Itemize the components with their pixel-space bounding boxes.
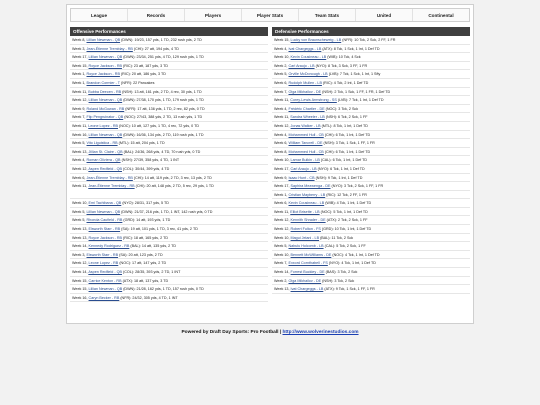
player-link[interactable]: Frédéric Chartier - DE (288, 106, 325, 111)
week-label: Week 11, (72, 89, 88, 94)
performance-row (70, 294, 268, 303)
stat-line: (CHI): 27 att, 194 yds, 4 TD (133, 46, 179, 51)
stat-line: (BAL): 14 att, 135 yds, 2 TD (130, 244, 177, 249)
stat-line: (NYO): 6 Tck, 1 Int, 1 Def TD (317, 166, 365, 171)
performance-row (272, 113, 470, 122)
player-link[interactable]: Emi Tachibana - QB (88, 201, 122, 206)
stat-line: (NFR): 17 att, 136 yds, 1 TD, 2 rec, 82 yds, 0 TD (125, 106, 205, 111)
stat-line: (NYO): 4 Tck, 1 Int, 1 Def TD (328, 261, 376, 266)
week-label: Week 9, (274, 175, 288, 180)
stat-line: (SA): 19 att, 101 yds, 1 TD, 3 rec, 41 yds, 2 TD (121, 227, 198, 232)
offensive-performances-panel (70, 27, 268, 302)
player-link[interactable]: Orville McDonough - LB (288, 72, 328, 77)
performance-row (70, 242, 268, 251)
performance-row (272, 251, 470, 260)
performance-row (272, 62, 470, 71)
nav-continental[interactable]: Continental (428, 12, 454, 18)
stat-line: (DWN): 16/36, 134 yds, 2 TD, 119 rush yds, 1 TD (123, 132, 204, 137)
player-link[interactable]: Aspen Redfield - QB (88, 270, 122, 275)
performance-row (70, 36, 268, 45)
performance-row (272, 96, 470, 105)
performance-row (272, 53, 470, 62)
performance-row (70, 216, 268, 225)
week-label: Week 10, (274, 55, 290, 60)
player-link[interactable]: Olga Mikhailov - DE (288, 89, 322, 94)
stat-line: (DWN): 19/23, 157 yds, 1 TD, 232 rush yds, 2 TD (121, 38, 202, 42)
stat-line: (NSH): 3 Tck, 2 Sck (322, 278, 355, 283)
player-link[interactable]: William Tancrell - DE (288, 141, 323, 146)
week-label: Week 16, (72, 295, 88, 300)
stat-line: (NOC): 17 att, 147 yds, 2 TD (119, 261, 167, 266)
stat-line: (BAL): 24/36, 268 yds, 4 TD, 70 rush yds, 0 TD (123, 149, 201, 154)
stat-line: (NYO): 8 Tck, 3 Sck, 3 FF, 1 FR (315, 63, 368, 68)
week-label: Week 6, (274, 80, 288, 85)
player-link[interactable]: Isaac Hunt - CB (288, 175, 315, 180)
performance-row (272, 199, 470, 208)
performance-row (70, 96, 268, 105)
stat-line: (NSH): 3 Tck, 1 Sck, 1 FF, 1 FR (323, 141, 375, 146)
player-link[interactable]: Cristian Mayberry - LB (288, 192, 326, 197)
stat-line: (LVB): 7 Tck, 1 Sck, 1 Int, 1 Sfty (328, 72, 381, 77)
page-footer (0, 330, 540, 335)
week-label: Week 1, (72, 80, 86, 85)
player-link[interactable]: Nabulu Holcomb - LB (288, 244, 324, 249)
player-link[interactable]: Jonas Walker - LB (290, 123, 321, 128)
week-label: Week 13, (72, 235, 88, 240)
performance-row (70, 208, 268, 217)
performance-row (70, 277, 268, 286)
player-link[interactable]: Exxord Cornthabell - FS (288, 261, 328, 266)
stat-line: (DWN): 21/37, 216 yds, 1 TD, 1 INT, 142 rush yds, 0 TD (121, 209, 213, 214)
stat-line: (NOC): 4 Tck, 1 Int, 1 Def TD (332, 252, 380, 257)
week-label: Week 3, (72, 252, 86, 257)
performance-row (70, 259, 268, 268)
performance-row (272, 105, 470, 114)
week-label: Week 8, (72, 38, 86, 42)
player-link[interactable]: Elsworth Starr - RB (88, 227, 121, 232)
player-link[interactable]: Carl Araujo - LB (290, 166, 317, 171)
player-link[interactable]: Roland McGowan - RB (86, 106, 125, 111)
performance-row (272, 139, 470, 148)
player-link[interactable]: Lillian Newman - QB (88, 98, 123, 103)
stat-line: (RIC): 12 Tck, 2 FF, 1 FR (326, 192, 367, 197)
week-label: Week 16, (72, 132, 88, 137)
nav-player-stats[interactable]: Player Stats (242, 9, 299, 21)
performance-row (272, 285, 470, 294)
player-link[interactable]: Royce Jackson - RB (88, 63, 122, 68)
week-label: Week 9, (72, 106, 86, 111)
player-link[interactable]: Rhonda Caufield - RB (86, 218, 123, 223)
week-label: Week 13, (72, 149, 88, 154)
week-label: Week 11, (72, 123, 88, 128)
performance-row (70, 285, 268, 294)
week-label: Week 15, (72, 63, 88, 68)
performance-row (272, 45, 470, 54)
stat-line: (DWN): 27/38, 170 yds, 1 TD, 179 rush yds, 1 TD (123, 98, 204, 103)
defensive-performances-panel (272, 27, 470, 294)
stat-line: (CAL): 6 Tck, 1 Int, 1 Def TD (320, 158, 368, 163)
player-link[interactable]: Lillian Newman - QB (86, 209, 121, 214)
player-link[interactable]: Saphira Mezwenga - DE (290, 184, 331, 189)
offensive-performances-header: Offensive Performances (70, 27, 268, 36)
performance-row (70, 182, 268, 199)
stat-line: (NOC): 5 Tck, 1 Int, 1 Def TD (320, 209, 368, 214)
stat-line: (NFR): 24/32, 305 yds, 4 TD, 1 INT (120, 295, 178, 300)
week-label: Week 17, (72, 55, 88, 60)
player-link[interactable]: Kevin Cousineau - LB (288, 201, 325, 206)
stat-line: (WIB): 4 Tck, 1 Int, 1 Def TD (325, 201, 372, 206)
stat-line: (MTL): 15 att, 204 yds, 1 TD (118, 141, 165, 146)
performance-row (272, 165, 470, 174)
week-label: Week 6, (72, 175, 86, 180)
nav-players[interactable]: Players (185, 9, 242, 21)
player-link[interactable]: Elsworth Starr - RB (86, 252, 119, 257)
stat-line: (NOC): 3 Tck, 2 Sck (325, 106, 359, 111)
week-label: Week 12, (274, 227, 290, 232)
performance-row (70, 53, 268, 62)
player-link[interactable]: Brandon Cormier - T (86, 80, 120, 85)
week-label: Week 10, (274, 252, 290, 257)
stat-line: (DWN): 23/34, 251 yds, 4 TD, 129 rush yds, 1 TD (123, 55, 204, 60)
week-label: Week 11, (274, 98, 290, 103)
stat-line: (SA): 20 att, 123 yds, 2 TD (119, 252, 163, 257)
player-link[interactable]: Kennedy Rodriguez - RB (88, 244, 130, 249)
stat-line: (BAS): 3 Tck, 2 Sck (325, 270, 358, 275)
stat-line: (NYO): 3 Tck, 2 Sck, 1 FF, 1 FR (331, 184, 384, 189)
player-link[interactable]: Ivat Chargeggs - LB (290, 287, 324, 292)
performance-row (272, 208, 470, 217)
performance-row (272, 268, 470, 277)
week-label: Week 4, (274, 106, 288, 111)
stat-line: (CHI): 6 Tck, 1 Int, 1 Def TD (324, 149, 371, 154)
stat-line: (NSH): 2 Tck, 1 Sck, 1 FF, 1 FR, 1 Def TD (322, 89, 391, 94)
performance-row (272, 225, 470, 234)
week-label: Week 3, (72, 46, 86, 51)
performance-row (272, 277, 470, 286)
performance-row (70, 88, 268, 97)
stat-line: (RIC): 23 att, 187 yds, 3 TD (122, 63, 169, 68)
performance-row (70, 268, 268, 277)
stat-line: (NSH): 27/39, 358 yds, 4 TD, 1 INT (121, 158, 180, 163)
performance-row (70, 234, 268, 243)
footer-separator: | (278, 330, 283, 335)
week-label: Week 12, (72, 261, 88, 266)
stat-line: (NOC): 27/43, 388 yds, 2 TD, 13 rush yds, 1 TD (124, 115, 203, 120)
performance-row (272, 88, 470, 97)
stat-line: (NSH): 9 Tck, 1 Int, 1 Def TD (315, 175, 363, 180)
week-label: Week 15, (72, 278, 88, 283)
stat-line: (CAL): 5 Tck, 2 Sck, 1 FF (324, 244, 366, 249)
stat-line: (DWN): 21/28, 162 yds, 1 TD, 157 rush yds, 0 TD (123, 287, 204, 292)
player-link[interactable]: Olga Mikhailov - DE (288, 278, 322, 283)
player-link[interactable]: Vito Liguistica - RB (86, 141, 118, 146)
player-link[interactable]: Lamar Bulkin - LB (290, 158, 320, 163)
performance-row (70, 70, 268, 79)
player-link[interactable]: Mohammed Hull - CB (288, 149, 324, 154)
week-label: Week 13, (72, 227, 88, 232)
week-label: Week 12, (72, 166, 88, 171)
performance-row (272, 70, 470, 79)
week-label: Week 6, (274, 141, 288, 146)
stat-line: (RIC): 4 Tck, 2 Int, 1 Def TD (322, 80, 369, 85)
week-label: Week 14, (274, 270, 290, 275)
week-label: Week 14, (72, 244, 88, 249)
week-label: Week 7, (274, 89, 288, 94)
nav-united[interactable]: United (356, 9, 413, 21)
performance-row (70, 156, 268, 165)
player-link[interactable]: Royce Jackson - RB (86, 72, 120, 77)
week-label: Week 11, (274, 209, 290, 214)
player-link[interactable]: Leone Lopez - RB (88, 123, 119, 128)
performance-row (272, 174, 470, 183)
offensive-performances-list (70, 36, 268, 302)
stat-line: (NFR): 10 Tck, 2 Sck, 2 FF, 1 FR (342, 38, 396, 42)
stat-line: (COL): 28/35, 393 yds, 2 TD, 1 INT (123, 270, 181, 275)
footer-link[interactable]: http://www.wolverinestudios.com (282, 330, 359, 335)
stat-line: (LVB): 7 Tck, 1 Int, 1 Def TD (337, 98, 384, 103)
performance-row (272, 191, 470, 200)
player-link[interactable]: Roman Oliviera - QB (86, 158, 121, 163)
defensive-performances-header: Defensive Performances (272, 27, 470, 36)
week-label: Week 7, (72, 115, 86, 120)
stat-line: (COL): 30/44, 399 yds, 4 TD (123, 166, 170, 171)
week-label: Week 17, (274, 184, 290, 189)
week-label: Week 4, (274, 46, 288, 51)
performance-row (70, 62, 268, 71)
footer-powered-by: Powered by Draft Day Sports: Pro Football (181, 330, 279, 335)
nav-records[interactable]: Records (128, 9, 185, 21)
stat-line: (ATX): 2 Tck, 2 Sck, 1 FF (326, 218, 368, 223)
week-label: Week 15, (72, 287, 88, 292)
stat-line: (ATX): 9 Tck, 1 Sck, 1 FF, 1 FR (324, 287, 375, 292)
stat-line: (ATX): 18 att, 137 yds, 3 TD (122, 278, 169, 283)
week-label: Week 10, (274, 158, 290, 163)
week-label: Week 14, (72, 270, 88, 275)
player-link[interactable]: Jean-Étienne Tremblay - RB (88, 184, 135, 189)
nav-league[interactable]: League (71, 9, 128, 21)
player-link[interactable]: Ivat Chargeggs - LB (288, 46, 322, 51)
stat-line: (ATX): 8 Tck, 1 Sck, 1 Int, 1 Def TD (322, 46, 380, 51)
week-label: Week 10, (72, 201, 88, 206)
player-link[interactable]: Royce Jackson - RB (88, 235, 122, 240)
week-label: Week 6, (274, 201, 288, 206)
performance-row (272, 259, 470, 268)
stat-line: (RIC): 18 att, 165 yds, 2 TD (122, 235, 169, 240)
player-link[interactable]: Lillian Newman - QB (86, 38, 121, 42)
player-link[interactable]: Corey-Lewis Armstrong - SS (290, 98, 337, 103)
performance-row (70, 45, 268, 54)
stat-line: (NYO): 28/31, 317 yds, 5 TD (122, 201, 169, 206)
week-label: Week 5, (72, 209, 86, 214)
player-link[interactable]: Sandra Wheeler - LB (290, 115, 325, 120)
defensive-performances-list (272, 36, 470, 294)
stat-line: (CHI): 6 Tck, 1 Int, 1 Def TD (324, 132, 371, 137)
week-label: Week 10, (274, 235, 290, 240)
stat-line: (CHI): 14 att, 119 yds, 2 TD, 3 rec, 13 yds, 2 TD (133, 175, 212, 180)
stat-line: (NFR): 22 Pancakes (121, 80, 155, 85)
player-link[interactable]: Caryn Becker - RB (88, 295, 120, 300)
player-link[interactable]: Aspen Redfield - QB (88, 166, 122, 171)
week-label: Week 5, (72, 218, 86, 223)
player-link[interactable]: Leone Lopez - RB (88, 261, 119, 266)
player-link[interactable]: Kevin Cousineau - LB (290, 55, 327, 60)
performance-row (70, 251, 268, 260)
week-label: Week 12, (72, 98, 88, 103)
player-link[interactable]: Carrice Kenton - RB (88, 278, 122, 283)
stat-line: (NSH): 6 Tck, 2 Sck, 1 FF (325, 115, 368, 120)
player-link[interactable]: Carl Araujo - LB (288, 63, 315, 68)
performance-row (272, 216, 470, 225)
stat-line: (NSH): 13 att, 161 yds, 2 TD, 4 rec, 30 yds, 1 TD (122, 89, 202, 94)
player-link[interactable]: Lucky von Braunscheweig - LB (290, 38, 342, 42)
player-link[interactable]: Kennith Shrader - DE (290, 218, 326, 223)
player-link[interactable]: Jean-Étienne Tremblay - RB (86, 175, 133, 180)
week-label: Week 5, (72, 141, 86, 146)
stat-line: (GRD): 14 att, 193 yds, 1 TD (123, 218, 171, 223)
performance-row (272, 131, 470, 140)
player-link[interactable]: Flip Pengruinator - QB (86, 115, 124, 120)
stat-line: (RIC): 20 att, 186 yds, 3 TD (120, 72, 166, 77)
performance-row (70, 79, 268, 88)
player-link[interactable]: Mohammed Hull - CB (288, 132, 324, 137)
week-label: Week 1, (274, 192, 288, 197)
performance-row (70, 174, 268, 183)
week-label: Week 5, (274, 72, 288, 77)
week-label: Week 12, (274, 123, 290, 128)
performance-row (272, 36, 470, 45)
week-label: Week 12, (274, 218, 290, 223)
performance-row (272, 148, 470, 157)
performance-row (70, 148, 268, 157)
performance-row (272, 182, 470, 191)
performance-row (272, 242, 470, 251)
performance-row (272, 79, 470, 88)
player-link[interactable]: Jean-Étienne Tremblay - RB (86, 46, 133, 51)
performance-row (70, 113, 268, 122)
nav-team-stats[interactable]: Team Stats (299, 9, 356, 21)
week-label: Week 11, (72, 184, 88, 189)
performance-row (70, 122, 268, 131)
stat-line: (NOC): 10 att, 127 yds, 1 TD, 4 rec, 72 yds, 0 TD (119, 123, 200, 128)
player-link[interactable]: Lillian Newman - QB (88, 55, 123, 60)
player-link[interactable]: Lillian Newman - QB (88, 287, 123, 292)
performance-row (272, 234, 470, 243)
week-label: Week 2, (274, 278, 288, 283)
player-link[interactable]: Magui Jelani - LB (290, 235, 320, 240)
performance-row (70, 139, 268, 148)
performance-row (272, 156, 470, 165)
week-label: Week 5, (274, 244, 288, 249)
player-link[interactable]: Lillian Newman - QB (88, 132, 123, 137)
stat-line: (MTL): 8 Tck, 1 Int, 1 Def TD (321, 123, 368, 128)
performance-row (272, 122, 470, 131)
stat-line: (GRD): 10 Tck, 1 Int, 1 Def TD (321, 227, 372, 232)
week-label: Week 11, (274, 115, 290, 120)
main-nav (70, 8, 470, 22)
player-link[interactable]: Forrest Buckley - DE (290, 270, 325, 275)
week-label: Week 4, (274, 132, 288, 137)
stat-line: (WIB): 10 Tck, 4 Sck (327, 55, 361, 60)
week-label: Week 2, (274, 63, 288, 68)
player-link[interactable]: Robert Fulton - FS (290, 227, 321, 232)
week-label: Week 8, (274, 149, 288, 154)
player-link[interactable]: Bubba Deecen - RB (88, 89, 122, 94)
week-label: Week 17, (274, 166, 290, 171)
performance-row (70, 165, 268, 174)
player-link[interactable]: Bennett McWilliams - DE (290, 252, 332, 257)
performance-row (70, 105, 268, 114)
stat-line: (BAL): 11 Tck, 2 Sck (320, 235, 354, 240)
week-label: Week 7, (274, 261, 288, 266)
performance-row (70, 199, 268, 208)
content-frame (66, 4, 474, 324)
week-label: Week 13, (274, 287, 290, 292)
performance-row (70, 225, 268, 234)
performance-row (70, 131, 268, 140)
week-label: Week 1, (72, 72, 86, 77)
week-label: Week 4, (72, 158, 86, 163)
stat-line: (CHI): 20 att, 148 yds, 2 TD, 5 rec, 29 yds, 1 TD (135, 184, 214, 189)
week-label: Week 15, (274, 38, 290, 42)
player-link[interactable]: Jillian St. Claire - QB (88, 149, 123, 154)
player-link[interactable]: Elliot Brisette - LB (290, 209, 320, 214)
player-link[interactable]: Rudolph Mullen - LB (288, 80, 322, 85)
